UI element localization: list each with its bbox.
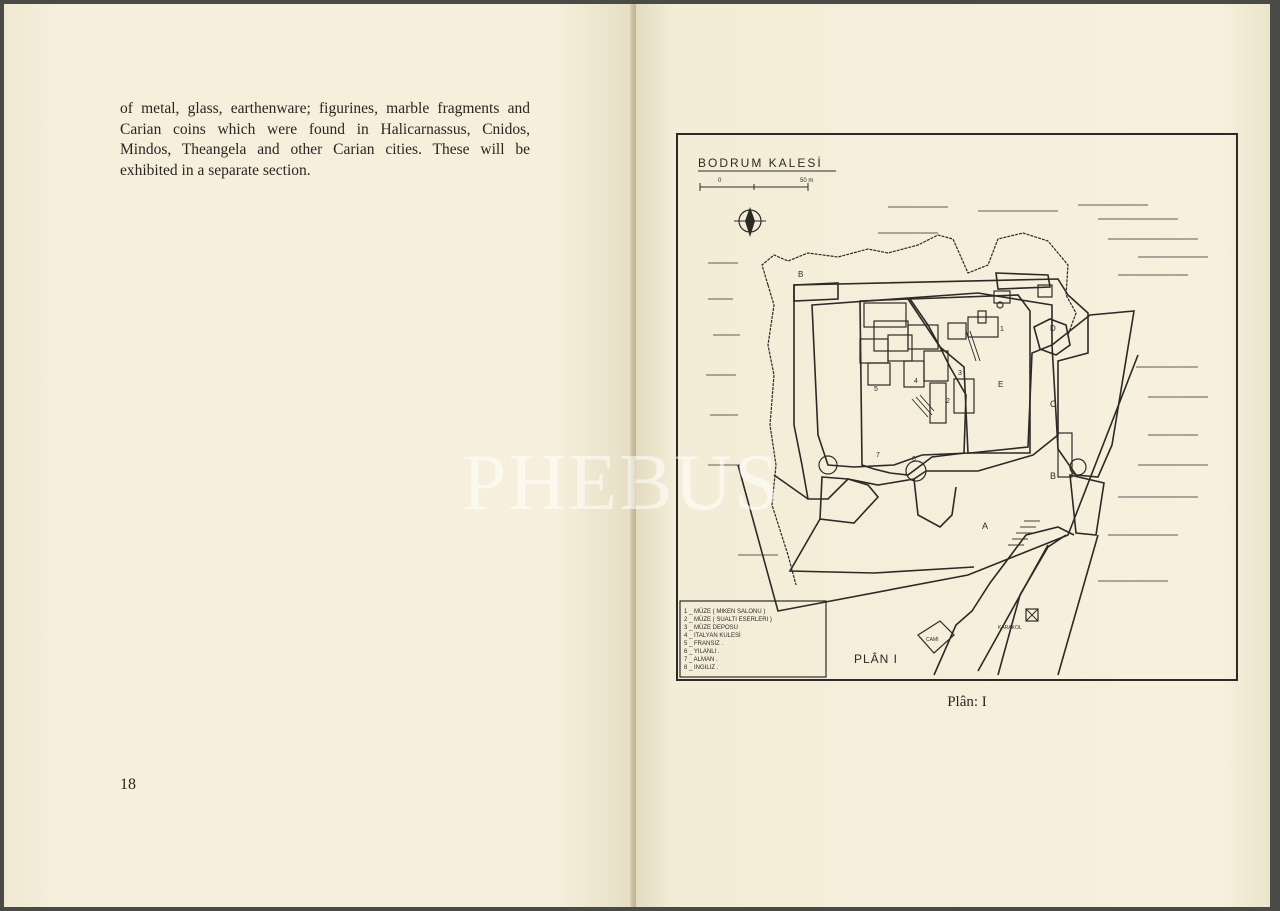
- legend-item: 1 _ MÜZE ( MIKEN SALONU ): [684, 609, 766, 615]
- legend-item: 2 _ MÜZE ( SUALTI ESERLERI ): [684, 617, 772, 623]
- cami-label: CAMİ: [926, 637, 939, 643]
- karakol-label: KARAKOL: [998, 625, 1022, 631]
- legend-item: 5 _ FRANSIZ .: [684, 641, 724, 647]
- page-number: 18: [120, 776, 136, 793]
- castle-plan-drawing: [678, 135, 1236, 679]
- area-label-b2: B: [1050, 471, 1057, 481]
- north-arrow-icon: [734, 207, 766, 237]
- area-label-3: 3: [958, 370, 962, 377]
- legend-item: 7 _ ALMAN .: [684, 657, 718, 663]
- area-label-4: 4: [914, 378, 918, 385]
- area-label-c: C: [1050, 399, 1057, 409]
- area-label-5: 5: [874, 386, 878, 393]
- castle-plan-figure: [676, 133, 1238, 681]
- scale-start: 0: [718, 178, 722, 184]
- area-label-e: E: [998, 380, 1004, 389]
- legend-item: 8 _ INGILIZ .: [684, 665, 719, 671]
- scale-end: 50 m: [800, 178, 814, 184]
- watermark: PHEBUS: [462, 439, 781, 527]
- legend-item: 3 _ MÜZE DEPOSU: [684, 625, 739, 631]
- plan-title: BODRUM KALESİ: [698, 156, 823, 170]
- area-label-b: B: [798, 270, 804, 279]
- area-label-d: D: [1050, 324, 1056, 333]
- legend-item: 4 _ ITALYAN KULESİ: [684, 633, 741, 639]
- legend-item: 6 _ YILANLI .: [684, 649, 720, 655]
- area-label-2: 2: [946, 398, 950, 405]
- figure-caption: Plân: I: [947, 694, 987, 710]
- plan-label: PLÂN I: [854, 652, 899, 666]
- area-label-6: 6: [912, 456, 916, 463]
- legend: [684, 608, 772, 671]
- area-label-1: 1: [1000, 326, 1004, 333]
- area-label-a: A: [982, 521, 989, 531]
- body-paragraph: of metal, glass, earthenware; figurines, marble fragments and Carian coins which were found in Halicarnassus, Cnidos, Mindos, Theangela and other Carian cities. These will be exhibited in a separate section.: [120, 100, 530, 179]
- area-label-7: 7: [876, 452, 880, 459]
